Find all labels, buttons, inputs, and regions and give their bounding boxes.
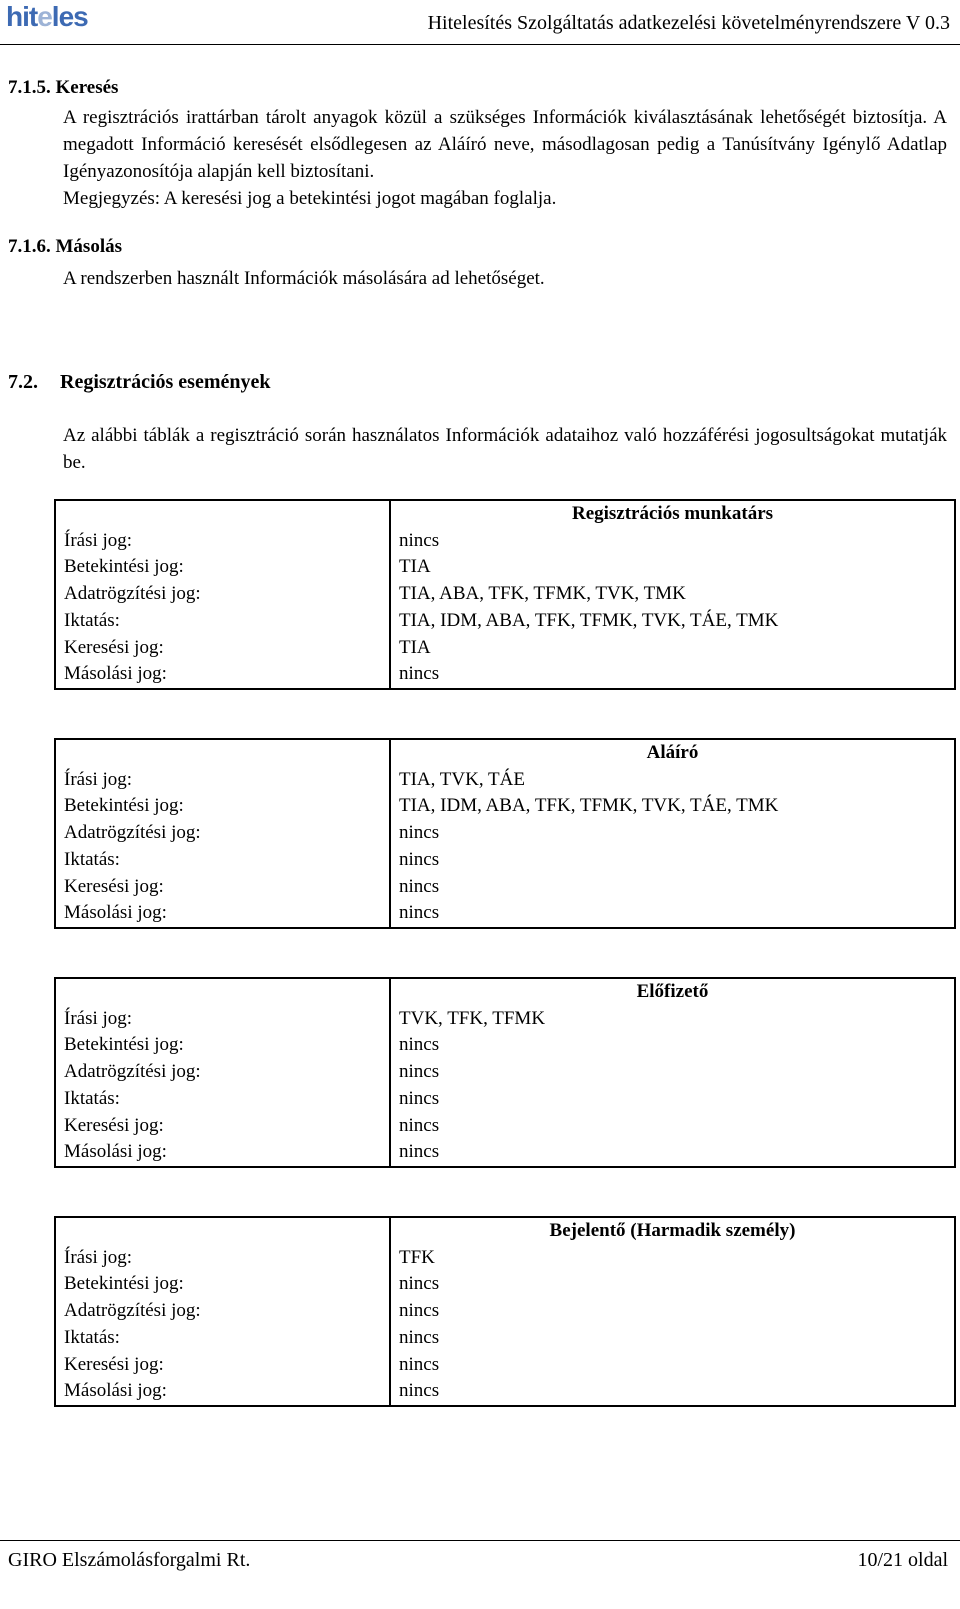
section-7-1-6-heading: 7.1.6. Másolás (8, 236, 122, 257)
header-title: Hitelesítés Szolgáltatás adatkezelési követelményrendszere V 0.3 (427, 12, 950, 34)
permission-table-registration-staff (54, 499, 956, 690)
footer-company: GIRO Elszámolásforgalmi Rt. (8, 1549, 251, 1571)
permission-table-subscriber (54, 977, 956, 1168)
row-label: Másolási jog: (55, 1139, 390, 1167)
row-value: nincs (390, 1139, 955, 1167)
row-value: nincs (390, 528, 955, 555)
section-7-1-5-note: Megjegyzés: A keresési jog a betekintési jogot magában foglalja. (63, 188, 557, 209)
row-value: nincs (390, 820, 955, 847)
row-label: Keresési jog: (55, 874, 390, 901)
table-header-blank (55, 739, 390, 767)
row-value: TIA, TVK, TÁE (390, 767, 955, 794)
permission-table-signer (54, 738, 956, 929)
footer-page-number: 10/21 oldal (857, 1549, 948, 1571)
row-label: Betekintési jog: (55, 554, 390, 581)
row-value: nincs (390, 1059, 955, 1086)
row-value: TIA (390, 554, 955, 581)
row-label: Iktatás: (55, 1325, 390, 1352)
row-label: Keresési jog: (55, 1113, 390, 1140)
table-title: Regisztrációs munkatárs (390, 500, 955, 528)
page-header (0, 0, 960, 45)
table-header-blank (55, 1217, 390, 1245)
row-value: nincs (390, 1113, 955, 1140)
table-header-blank (55, 978, 390, 1006)
row-value: TVK, TFK, TFMK (390, 1006, 955, 1033)
row-value: nincs (390, 1378, 955, 1406)
row-value: nincs (390, 900, 955, 928)
row-value: TIA, IDM, ABA, TFK, TFMK, TVK, TÁE, TMK (390, 608, 955, 635)
section-7-1-6-paragraph: A rendszerben használt Információk másolására ad lehetőséget. (63, 268, 545, 289)
row-label: Írási jog: (55, 767, 390, 794)
row-label: Iktatás: (55, 847, 390, 874)
row-label: Írási jog: (55, 528, 390, 555)
row-value: nincs (390, 847, 955, 874)
section-7-2-paragraph: Az alábbi táblák a regisztráció során használatos Információk adataihoz való hozzáférési jogosultságokat mutatják be. (63, 425, 947, 473)
row-value: nincs (390, 1032, 955, 1059)
table-header-blank (55, 500, 390, 528)
page-footer (0, 1540, 960, 1609)
row-label: Másolási jog: (55, 1378, 390, 1406)
row-value: nincs (390, 1325, 955, 1352)
row-value: nincs (390, 1352, 955, 1379)
section-7-2-heading (8, 368, 271, 396)
row-label: Betekintési jog: (55, 1271, 390, 1298)
row-value: TIA, IDM, ABA, TFK, TFMK, TVK, TÁE, TMK (390, 793, 955, 820)
row-label: Adatrögzítési jog: (55, 1298, 390, 1325)
row-label: Adatrögzítési jog: (55, 581, 390, 608)
row-value: nincs (390, 1271, 955, 1298)
row-label: Keresési jog: (55, 1352, 390, 1379)
row-label: Betekintési jog: (55, 793, 390, 820)
section-7-2-number: 7.2. (8, 371, 38, 393)
table-title: Aláíró (390, 739, 955, 767)
row-value: nincs (390, 1086, 955, 1113)
row-value: nincs (390, 661, 955, 689)
section-7-1-5-heading: 7.1.5. Keresés (8, 77, 119, 98)
row-value: TIA (390, 635, 955, 662)
row-label: Iktatás: (55, 608, 390, 635)
row-value: nincs (390, 874, 955, 901)
row-label: Másolási jog: (55, 900, 390, 928)
section-7-2-title: Regisztrációs események (60, 371, 271, 393)
row-label: Betekintési jog: (55, 1032, 390, 1059)
row-label: Keresési jog: (55, 635, 390, 662)
row-value: TFK (390, 1245, 955, 1272)
row-value: nincs (390, 1298, 955, 1325)
row-label: Adatrögzítési jog: (55, 1059, 390, 1086)
row-value: TIA, ABA, TFK, TFMK, TVK, TMK (390, 581, 955, 608)
row-label: Adatrögzítési jog: (55, 820, 390, 847)
table-title: Előfizető (390, 978, 955, 1006)
row-label: Iktatás: (55, 1086, 390, 1113)
section-7-1-5-paragraph: A regisztrációs irattárban tárolt anyagok közül a szükséges Információk kiválasztásának lehetőségét biztosítja. A megadott Információ keresését elsődlegesen az Aláíró neve, másodlagosan pedig a Tanúsítvány Igénylő Adatlap Igényazonosítója alapján kell biztosítani. (63, 107, 947, 182)
row-label: Írási jog: (55, 1245, 390, 1272)
table-title: Bejelentő (Harmadik személy) (390, 1217, 955, 1245)
row-label: Írási jog: (55, 1006, 390, 1033)
permission-table-reporter (54, 1216, 956, 1407)
row-label: Másolási jog: (55, 661, 390, 689)
hiteles-logo: hiteles (6, 1, 88, 32)
